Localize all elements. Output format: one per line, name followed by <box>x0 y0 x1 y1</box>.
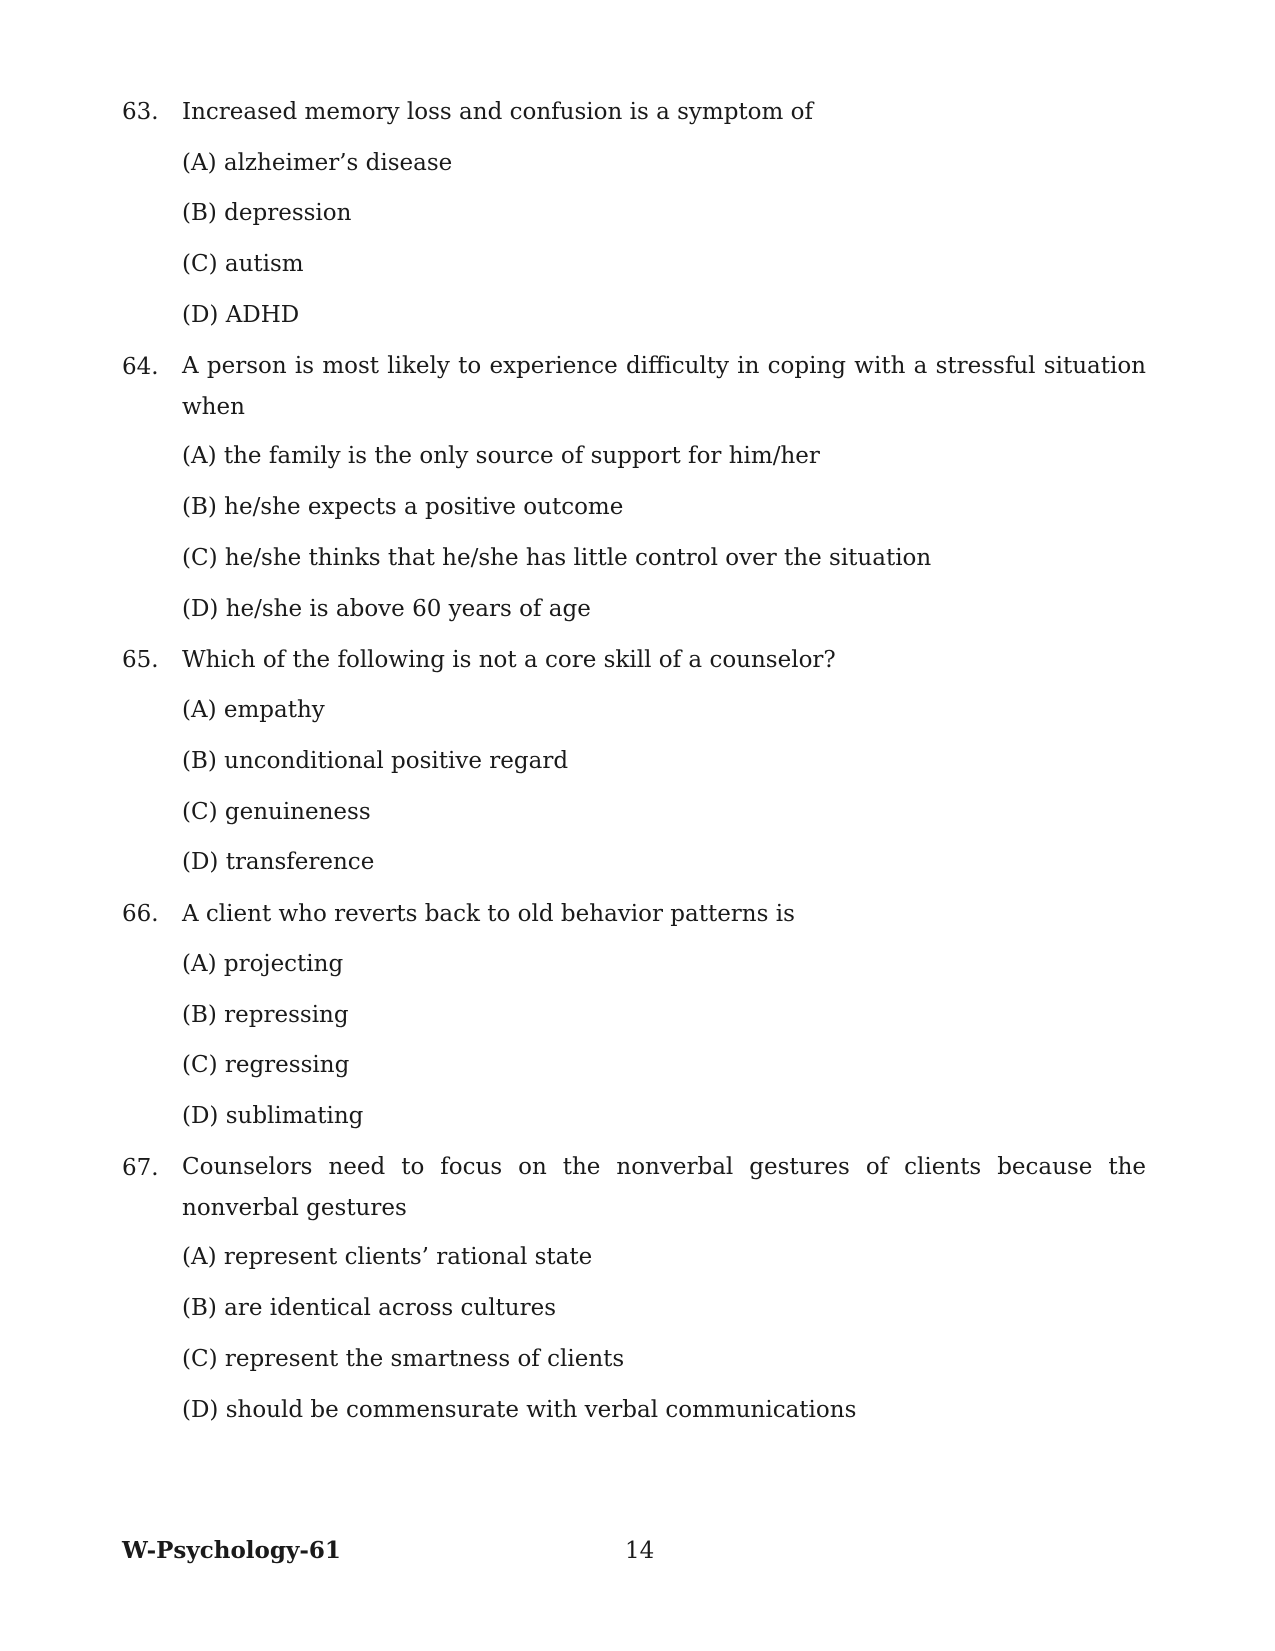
option-d: (D) transference <box>182 849 375 875</box>
option-a: (A) projecting <box>182 951 344 977</box>
option-b: (B) repressing <box>182 1002 349 1028</box>
question-text: Increased memory loss and confusion is a symptom of <box>182 99 813 125</box>
question-text: A client who reverts back to old behavior patterns is <box>182 901 795 927</box>
option-d: (D) sublimating <box>182 1103 364 1129</box>
question-text: A person is most likely to experience difficulty in coping with a stressful situation when <box>182 353 1146 420</box>
question-number: 67. <box>122 1155 159 1181</box>
option-a: (A) alzheimer’s disease <box>182 150 453 176</box>
option-b: (B) he/she expects a positive outcome <box>182 494 624 520</box>
option-d: (D) he/she is above 60 years of age <box>182 596 591 622</box>
option-b: (B) depression <box>182 200 352 226</box>
question-number: 63. <box>122 99 159 125</box>
option-b: (B) unconditional positive regard <box>182 748 569 774</box>
question-text: Counselors need to focus on the nonverbal gestures of clients because the nonverbal gestures <box>182 1154 1146 1221</box>
option-c: (C) autism <box>182 251 304 277</box>
option-d: (D) should be commensurate with verbal communications <box>182 1397 857 1423</box>
option-a: (A) empathy <box>182 697 325 723</box>
option-a: (A) represent clients’ rational state <box>182 1244 593 1270</box>
option-c: (C) regressing <box>182 1052 350 1078</box>
question-text: Which of the following is not a core skill of a counselor? <box>182 647 836 673</box>
option-c: (C) he/she thinks that he/she has little control over the situation <box>182 545 932 571</box>
paper-code: W-Psychology-61 <box>122 1537 341 1564</box>
option-b: (B) are identical across cultures <box>182 1295 557 1321</box>
question-number: 66. <box>122 901 159 927</box>
option-c: (C) represent the smartness of clients <box>182 1346 625 1372</box>
question-number: 64. <box>122 354 159 380</box>
option-a: (A) the family is the only source of support for him/her <box>182 443 820 469</box>
option-d: (D) ADHD <box>182 302 300 328</box>
option-c: (C) genuineness <box>182 799 371 825</box>
question-number: 65. <box>122 647 159 673</box>
page-number: 14 <box>625 1538 655 1564</box>
